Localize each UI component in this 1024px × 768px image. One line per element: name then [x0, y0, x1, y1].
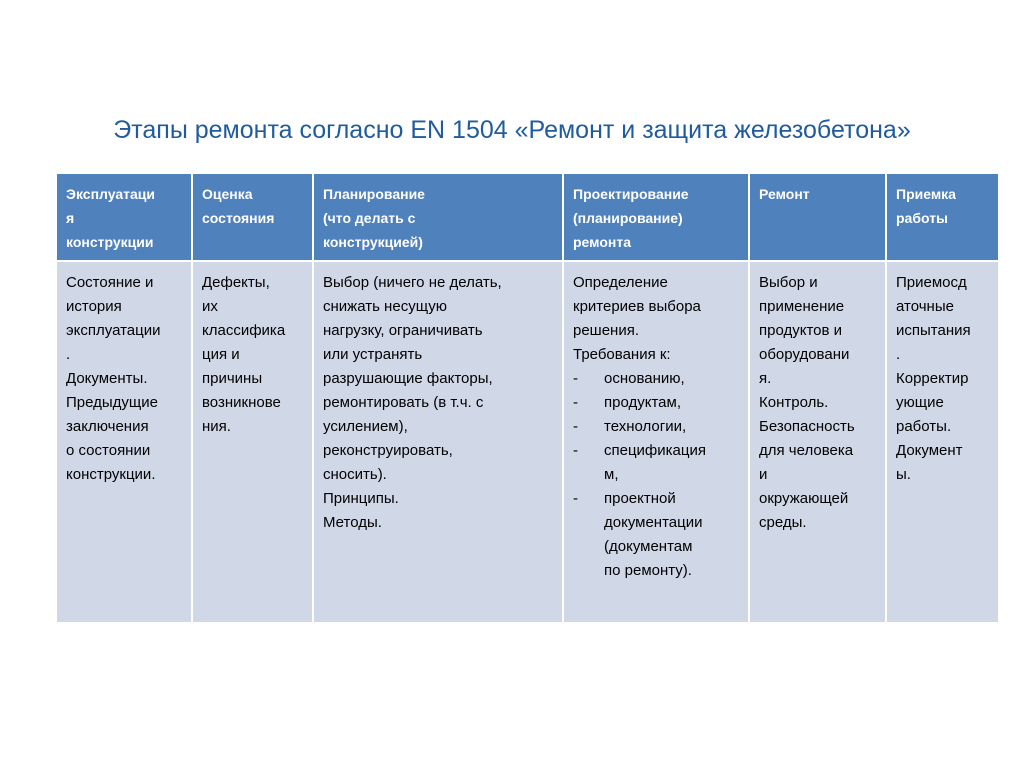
list-item [573, 367, 740, 391]
table-row [56, 261, 999, 623]
cell-line: для человека [759, 442, 854, 459]
dash-bullet: - [573, 418, 578, 435]
cell-line: заключения [66, 418, 149, 435]
dash-bullet: - [573, 370, 578, 387]
header-acceptance [886, 173, 999, 261]
cell-line: ция и [202, 346, 240, 363]
cell-line: разрушающие факторы, [323, 370, 493, 387]
dash-bullet: - [573, 490, 578, 507]
cell-line: сносить). [323, 466, 387, 483]
cell-line: ремонтировать (в т.ч. с [323, 394, 484, 411]
header-planning [313, 173, 563, 261]
table-header-row [56, 173, 999, 261]
list-item-text [604, 415, 740, 439]
cell-line: работы. [896, 418, 952, 435]
cell-line: спецификация [604, 442, 706, 459]
cell-line: снижать несущую [323, 298, 447, 315]
cell-line: эксплуатации [66, 322, 161, 339]
list-item-text [604, 487, 740, 583]
header-line: Приемка [896, 186, 956, 202]
header-line: (что делать с [323, 210, 416, 226]
header-operation [56, 173, 192, 261]
cell-line: продуктам, [604, 394, 681, 411]
list-item-text [604, 367, 740, 391]
header-line: состояния [202, 210, 275, 226]
cell-line: (документам [604, 538, 693, 555]
cell-line: ы. [896, 466, 911, 483]
cell-line: критериев выбора [573, 298, 701, 315]
list-item-text [604, 439, 740, 487]
cell-line: Предыдущие [66, 394, 158, 411]
cell-line: основанию, [604, 370, 685, 387]
cell-line: Безопасность [759, 418, 855, 435]
cell-line: нагрузку, ограничивать [323, 322, 483, 339]
cell-line: ния. [202, 418, 231, 435]
list-item [573, 439, 740, 487]
header-line: конструкции [66, 234, 154, 250]
cell-acceptance [886, 261, 999, 623]
slide-title: Этапы ремонта согласно EN 1504 «Ремонт и защита железобетона» [113, 116, 911, 144]
cell-line: реконструировать, [323, 442, 453, 459]
cell-line: причины [202, 370, 263, 387]
cell-line: оборудовани [759, 346, 850, 363]
cell-line: возникнове [202, 394, 281, 411]
header-line: (планирование) [573, 210, 683, 226]
cell-line: ующие [896, 394, 944, 411]
cell-line: Документы. [66, 370, 148, 387]
cell-line: их [202, 298, 218, 315]
cell-design [563, 261, 749, 623]
repair-stages-table [55, 172, 1000, 624]
list-item-text [604, 391, 740, 415]
dash-bullet: - [573, 394, 578, 411]
cell-line: применение [759, 298, 845, 315]
cell-line: Методы. [323, 514, 382, 531]
cell-line: Документ [896, 442, 963, 459]
dash-bullet: - [573, 442, 578, 459]
header-repair [749, 173, 886, 261]
header-line: Эксплуатаци [66, 186, 155, 202]
header-line: Проектирование [573, 186, 689, 202]
cell-line: классифика [202, 322, 286, 339]
cell-line: Принципы. [323, 490, 399, 507]
header-line: ремонта [573, 234, 631, 250]
cell-line: технологии, [604, 418, 687, 435]
cell-line: окружающей [759, 490, 849, 507]
cell-line: . [896, 346, 901, 363]
cell-line: Выбор (ничего не делать, [323, 274, 502, 291]
cell-line: или устранять [323, 346, 423, 363]
cell-line: конструкции. [66, 466, 156, 483]
cell-line: Приемосд [896, 274, 967, 291]
cell-line: аточные [896, 298, 954, 315]
cell-line: среды. [759, 514, 807, 531]
cell-line: документации [604, 514, 703, 531]
cell-planning [313, 261, 563, 623]
cell-assessment [192, 261, 313, 623]
cell-line: Требования к: [573, 346, 671, 363]
list-item [573, 415, 740, 439]
cell-line: Контроль. [759, 394, 829, 411]
cell-line: м, [604, 466, 619, 483]
header-line: я [66, 210, 75, 226]
header-line: Ремонт [759, 186, 810, 202]
cell-line: . [66, 346, 71, 363]
cell-line: Дефекты, [202, 274, 270, 291]
list-item [573, 487, 740, 583]
header-line: Оценка [202, 186, 253, 202]
list-item [573, 391, 740, 415]
cell-line: по ремонту). [604, 562, 692, 579]
cell-line: проектной [604, 490, 676, 507]
cell-line: Корректир [896, 370, 969, 387]
cell-line: я. [759, 370, 772, 387]
cell-line: усилением), [323, 418, 408, 435]
cell-line: и [759, 466, 768, 483]
cell-line: Состояние и [66, 274, 154, 291]
cell-line: испытания [896, 322, 971, 339]
cell-repair [749, 261, 886, 623]
cell-line: Определение [573, 274, 668, 291]
cell-line: Выбор и [759, 274, 818, 291]
cell-line: решения. [573, 322, 640, 339]
cell-line: продуктов и [759, 322, 843, 339]
header-line: конструкцией) [323, 234, 423, 250]
header-design [563, 173, 749, 261]
header-line: работы [896, 210, 949, 226]
header-assessment [192, 173, 313, 261]
cell-operation [56, 261, 192, 623]
cell-line: о состоянии [66, 442, 151, 459]
cell-line: история [66, 298, 122, 315]
header-line: Планирование [323, 186, 425, 202]
